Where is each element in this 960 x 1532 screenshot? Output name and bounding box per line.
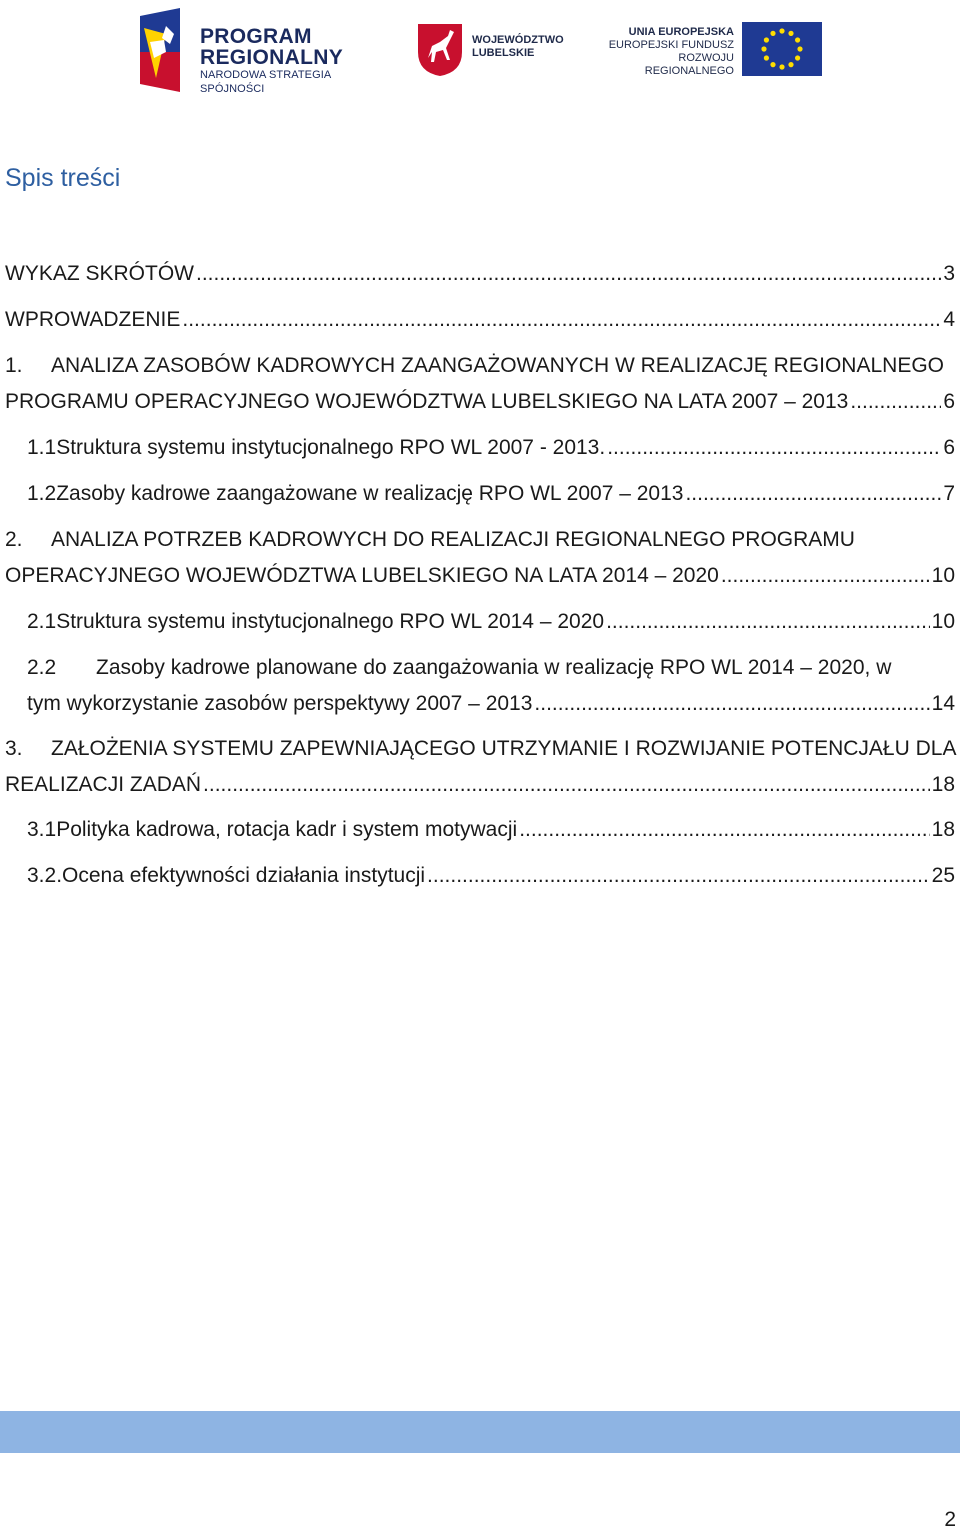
toc-dot-leader: [850, 384, 941, 420]
toc-entry-title: Zasoby kadrowe zaangażowane w realizację RPO WL 2007 – 2013: [56, 482, 684, 505]
toc-entry-number: 1.1: [27, 436, 57, 459]
toc-entry-title: REALIZACJI ZADAŃ: [5, 773, 202, 796]
toc-dot-leader: [606, 604, 930, 640]
lubelskie-logo-line2: LUBELSKIE: [472, 47, 535, 59]
eu-fund-logo: [594, 22, 822, 76]
toc-entry-number: 3.: [5, 737, 23, 760]
toc-entry-title: WPROWADZENIE: [5, 308, 181, 331]
eu-flag-icon: [742, 22, 822, 76]
toc-entry-page: 6: [943, 390, 955, 413]
eu-logo-line1: UNIA EUROPEJSKA: [628, 26, 734, 38]
toc-entry-page: 18: [931, 773, 955, 796]
toc-dot-leader: [685, 476, 941, 512]
toc-entry-page: 18: [931, 818, 955, 841]
toc-dot-leader: [196, 256, 941, 292]
toc-entry-number: 3.1: [27, 818, 57, 841]
toc-entry-title-line1: ZAŁOŻENIA SYSTEMU ZAPEWNIAJĄCEGO UTRZYMANIE I ROZWIJANIE POTENCJAŁU DLA: [51, 737, 957, 760]
toc-dot-leader: [721, 558, 930, 594]
header-logos: [0, 0, 960, 100]
footer-band: [0, 1411, 960, 1453]
eu-logo-line2: EUROPEJSKI FUNDUSZ: [608, 39, 734, 51]
toc-entry-section-3-1[interactable]: [5, 812, 955, 848]
toc-entry-section-1-1[interactable]: [5, 430, 955, 466]
toc-entry-number: 1.2: [27, 482, 57, 505]
program-logo-line3: NARODOWA STRATEGIA SPÓJNOŚCI: [200, 69, 331, 95]
toc-entry-title-line1: Zasoby kadrowe planowane do zaangażowania w realizację RPO WL 2014 – 2020, w: [96, 656, 892, 679]
toc-entry-title-line1: ANALIZA ZASOBÓW KADROWYCH ZAANGAŻOWANYCH W REALIZACJĘ REGIONALNEGO: [51, 354, 945, 377]
toc-dot-leader: [203, 767, 930, 803]
toc-entry-title: Struktura systemu instytucjonalnego RPO WL 2007 - 2013.: [56, 436, 606, 459]
page-number: 2: [944, 1508, 956, 1531]
wojewodztwo-lubelskie-logo: [416, 22, 566, 82]
program-logo-line2: REGIONALNY: [200, 46, 344, 69]
toc-entry-number: 2.2: [27, 656, 57, 679]
toc-dot-leader: [427, 858, 930, 894]
toc-entry-title: WYKAZ SKRÓTÓW: [5, 262, 194, 285]
toc-entry-number: 2.1: [27, 610, 57, 633]
toc-entry-title: PROGRAMU OPERACYJNEGO WOJEWÓDZTWA LUBELSKIEGO NA LATA 2007 – 2013: [5, 390, 849, 413]
toc-dot-leader: [607, 430, 941, 466]
toc-dot-leader: [182, 302, 941, 338]
toc-entry-title: OPERACYJNEGO WOJEWÓDZTWA LUBELSKIEGO NA LATA 2014 – 2020: [5, 564, 719, 587]
toc-title: Spis treści: [5, 164, 121, 192]
toc-entry-page: 6: [943, 436, 955, 459]
toc-dot-leader: [519, 812, 929, 848]
toc-entry-wprowadzenie[interactable]: [5, 302, 955, 338]
toc-entry-section-3-2[interactable]: [5, 858, 955, 894]
toc-entry-chapter-2[interactable]: [5, 522, 955, 594]
toc-entry-chapter-3[interactable]: [5, 731, 955, 803]
toc-entry-title-line1: ANALIZA POTRZEB KADROWYCH DO REALIZACJI REGIONALNEGO PROGRAMU: [51, 528, 855, 551]
toc-dot-leader: [534, 686, 929, 722]
toc-entry-section-2-2[interactable]: [5, 650, 955, 722]
toc-entry-section-1-2[interactable]: [5, 476, 955, 512]
toc-entry-page: 14: [931, 692, 955, 715]
toc-entry-page: 10: [931, 610, 955, 633]
toc-entry-page: 4: [943, 308, 955, 331]
toc-entry-page: 10: [931, 564, 955, 587]
toc-entry-wykaz-skrotow[interactable]: [5, 256, 955, 292]
toc-entry-page: 3: [943, 262, 955, 285]
toc-entry-page: 25: [931, 864, 955, 887]
program-regionalny-emblem-icon: [136, 8, 196, 92]
toc-entry-title: Struktura systemu instytucjonalnego RPO WL 2014 – 2020: [56, 610, 605, 633]
lubelskie-coat-of-arms-icon: [416, 22, 464, 76]
program-regionalny-logo: [136, 8, 386, 95]
toc-entry-number: 2.: [5, 528, 23, 551]
toc-entry-title: Ocena efektywności działania instytucji: [62, 864, 426, 887]
toc-entry-number: 1.: [5, 354, 23, 377]
eu-logo-line3: ROZWOJU REGIONALNEGO: [644, 52, 734, 77]
toc-entry-title: Polityka kadrowa, rotacja kadr i system motywacji: [56, 818, 518, 841]
toc-entry-number: 3.2.: [27, 864, 63, 887]
toc-entry-title: tym wykorzystanie zasobów perspektywy 2007 – 2013: [27, 692, 533, 715]
lubelskie-logo-line1: WOJEWÓDZTWO: [472, 34, 564, 46]
program-logo-line1: PROGRAM: [200, 25, 312, 48]
toc-entry-page: 7: [943, 482, 955, 505]
toc-entry-chapter-1[interactable]: [5, 348, 955, 420]
toc-entry-section-2-1[interactable]: [5, 604, 955, 640]
